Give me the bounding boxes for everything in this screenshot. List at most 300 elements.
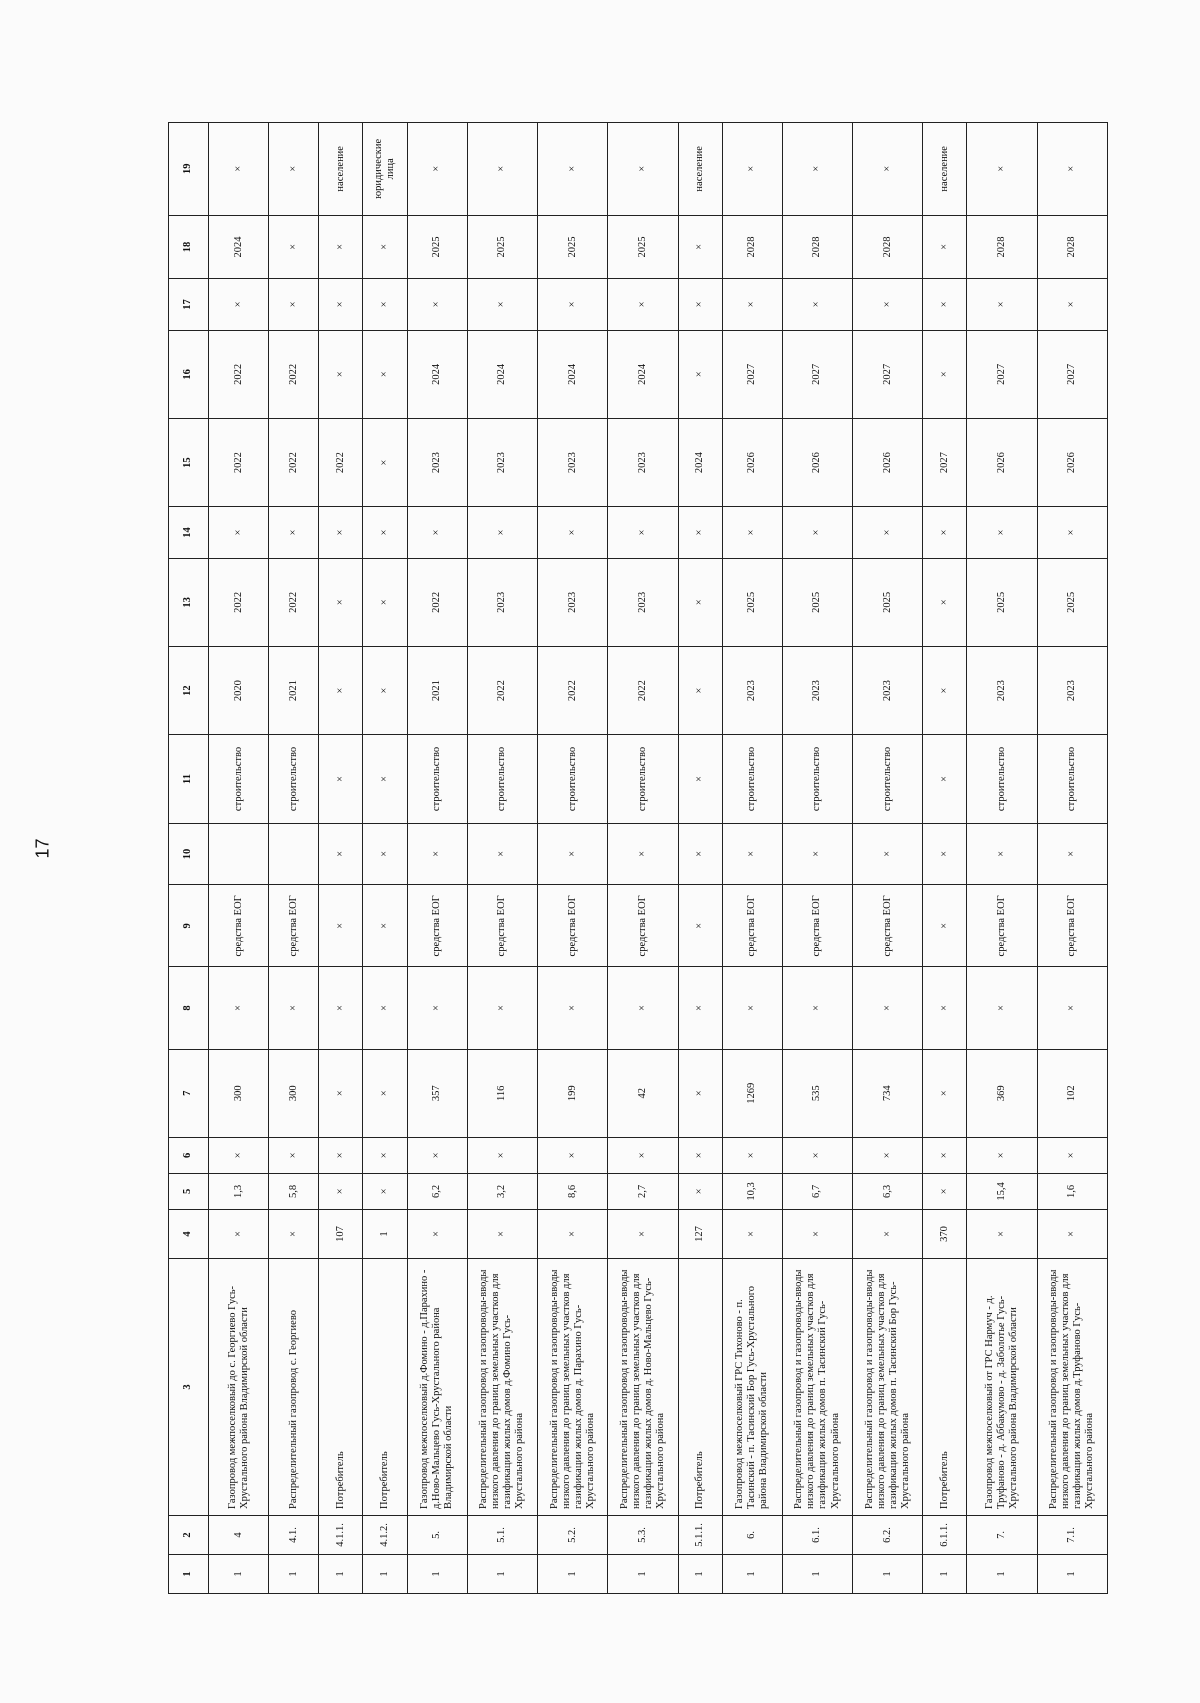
table-cell: × <box>1037 967 1107 1049</box>
table-cell: 2023 <box>467 558 537 646</box>
table-cell: × <box>608 507 678 558</box>
table-cell: × <box>407 1137 467 1173</box>
table-cell: 6.2. <box>853 1515 923 1554</box>
table-cell: 2023 <box>538 418 608 506</box>
table-cell: 5.1. <box>467 1515 537 1554</box>
table-cell: × <box>363 1049 407 1137</box>
table-cell: 6,3 <box>853 1173 923 1209</box>
table-cell: 300 <box>209 1049 269 1137</box>
column-header: 3 <box>169 1259 209 1516</box>
table-cell: 2025 <box>407 215 467 279</box>
table-cell: строительство <box>967 735 1037 823</box>
table-cell: 2021 <box>407 646 467 734</box>
table-cell: 2024 <box>407 330 467 418</box>
column-header: 10 <box>169 823 209 885</box>
table-cell: 1,3 <box>209 1173 269 1209</box>
table-cell: 2022 <box>269 418 319 506</box>
table-cell: 2023 <box>1037 646 1107 734</box>
table-row <box>467 123 537 1594</box>
table-cell: × <box>722 279 782 330</box>
table-cell: × <box>923 507 967 558</box>
table-cell: × <box>923 558 967 646</box>
table-row <box>407 123 467 1594</box>
object-name-cell: Распределительный газопровод и газопроводы-вводы низкого давления до границ земельных участков для газификации жилых домов д. Ново-Мальцево Гусь-Хрустального района <box>608 1259 678 1516</box>
table-cell: 2025 <box>1037 558 1107 646</box>
table-cell: 734 <box>853 1049 923 1137</box>
table-cell: 2025 <box>538 215 608 279</box>
table-cell: строительство <box>467 735 537 823</box>
table-cell: 1 <box>967 1554 1037 1593</box>
table-cell: 2028 <box>967 215 1037 279</box>
header-row <box>169 123 209 1594</box>
column-header: 12 <box>169 646 209 734</box>
table-cell: средства ЕОГ <box>782 885 852 967</box>
table-cell: × <box>363 967 407 1049</box>
column-header: 14 <box>169 507 209 558</box>
table-cell: 2023 <box>967 646 1037 734</box>
table-cell: × <box>853 507 923 558</box>
table-cell: × <box>678 507 722 558</box>
column-header: 17 <box>169 279 209 330</box>
table-cell: × <box>363 215 407 279</box>
rotated-table-wrapper <box>168 122 1108 1594</box>
table-cell: 2028 <box>722 215 782 279</box>
table-cell: строительство <box>1037 735 1107 823</box>
table-cell: 15,4 <box>967 1173 1037 1209</box>
table-cell: 1 <box>363 1209 407 1258</box>
table-cell: 2026 <box>1037 418 1107 506</box>
table-cell: × <box>269 967 319 1049</box>
table-cell: × <box>923 330 967 418</box>
table-cell: 2022 <box>209 330 269 418</box>
table-cell: × <box>782 279 852 330</box>
table-cell: × <box>538 823 608 885</box>
column-header: 11 <box>169 735 209 823</box>
table-cell: 2025 <box>853 558 923 646</box>
table-frame <box>168 122 1108 1594</box>
object-name-cell: Распределительный газопровод с. Георгиево <box>269 1259 319 1516</box>
table-cell: × <box>538 1137 608 1173</box>
table-cell: × <box>407 967 467 1049</box>
table-cell: 2022 <box>209 558 269 646</box>
table-cell: × <box>967 823 1037 885</box>
table-cell: × <box>722 1209 782 1258</box>
object-name-cell: Потребитель <box>319 1259 363 1516</box>
table-cell: × <box>363 735 407 823</box>
table-cell: × <box>923 279 967 330</box>
table-cell: × <box>608 279 678 330</box>
table-cell: × <box>319 330 363 418</box>
table-cell: 1 <box>782 1554 852 1593</box>
table-cell: 2023 <box>608 558 678 646</box>
table-cell: × <box>967 507 1037 558</box>
table-cell: 6. <box>722 1515 782 1554</box>
table-cell: × <box>319 1137 363 1173</box>
table-cell: 6.1. <box>782 1515 852 1554</box>
table-cell: 1 <box>209 1554 269 1593</box>
table-row <box>923 123 967 1594</box>
table-row <box>782 123 852 1594</box>
column-header: 9 <box>169 885 209 967</box>
object-name-cell: Потребитель <box>678 1259 722 1516</box>
table-cell: строительство <box>722 735 782 823</box>
table-cell: × <box>722 967 782 1049</box>
table-cell: 2022 <box>269 558 319 646</box>
table-cell: × <box>363 1173 407 1209</box>
table-cell: × <box>319 885 363 967</box>
table-cell: 1 <box>678 1554 722 1593</box>
table-cell: 102 <box>1037 1049 1107 1137</box>
table-cell: × <box>407 1209 467 1258</box>
table-cell: × <box>1037 1137 1107 1173</box>
column-header: 8 <box>169 967 209 1049</box>
table-cell: × <box>467 507 537 558</box>
column-header: 5 <box>169 1173 209 1209</box>
table-cell: × <box>782 823 852 885</box>
table-cell: 1 <box>363 1554 407 1593</box>
column-header: 16 <box>169 330 209 418</box>
table-cell: 199 <box>538 1049 608 1137</box>
table-row <box>678 123 722 1594</box>
table-cell: 2025 <box>967 558 1037 646</box>
table-cell: × <box>319 507 363 558</box>
table-cell: × <box>1037 507 1107 558</box>
page-number: 17 <box>32 838 53 859</box>
column-header: 1 <box>169 1554 209 1593</box>
table-cell: × <box>407 123 467 216</box>
table-cell: × <box>853 1209 923 1258</box>
table-cell: средства ЕОГ <box>209 885 269 967</box>
table-cell: × <box>467 1209 537 1258</box>
table-cell: × <box>407 507 467 558</box>
table-cell: × <box>923 1049 967 1137</box>
table-cell: × <box>209 123 269 216</box>
table-cell: × <box>923 646 967 734</box>
table-cell: 2027 <box>782 330 852 418</box>
table-cell: × <box>407 279 467 330</box>
table-cell: население <box>678 123 722 216</box>
table-cell: строительство <box>853 735 923 823</box>
table-cell: средства ЕОГ <box>967 885 1037 967</box>
table-row <box>1037 123 1107 1594</box>
table-cell: × <box>319 1173 363 1209</box>
object-name-cell: Распределительный газопровод и газопроводы-вводы низкого давления до границ земельных участков для газификации жилых домов д.Фомино Гусь-Хрустального района <box>467 1259 537 1516</box>
table-row <box>967 123 1037 1594</box>
table-cell: 2022 <box>608 646 678 734</box>
table-cell: средства ЕОГ <box>407 885 467 967</box>
table-cell: 107 <box>319 1209 363 1258</box>
table-cell: 1269 <box>722 1049 782 1137</box>
table-cell: × <box>608 967 678 1049</box>
table-cell: 5.3. <box>608 1515 678 1554</box>
table-cell: × <box>923 1137 967 1173</box>
table-cell: 2024 <box>209 215 269 279</box>
table-cell: × <box>923 1173 967 1209</box>
table-cell: 1,6 <box>1037 1173 1107 1209</box>
table-cell: × <box>678 215 722 279</box>
table-cell: × <box>467 823 537 885</box>
table-row <box>853 123 923 1594</box>
table-cell: 5. <box>407 1515 467 1554</box>
table-cell: 2022 <box>269 330 319 418</box>
table-cell: × <box>967 967 1037 1049</box>
table-cell: 2025 <box>782 558 852 646</box>
table-cell: 2022 <box>538 646 608 734</box>
table-cell: × <box>269 1137 319 1173</box>
table-row <box>319 123 363 1594</box>
table-cell: строительство <box>209 735 269 823</box>
table-cell: 4.1.1. <box>319 1515 363 1554</box>
table-cell: 2023 <box>407 418 467 506</box>
table-cell: × <box>853 823 923 885</box>
table-cell: × <box>678 1137 722 1173</box>
object-name-cell: Газопровод межпоселковый от ГРС Нармуч - д. Труфаново - д. Аббакумово - д. Заболотье Гусь-Хрустального района Владимирской области <box>967 1259 1037 1516</box>
table-cell: × <box>363 279 407 330</box>
table-cell: × <box>678 558 722 646</box>
table-cell: × <box>722 123 782 216</box>
column-header: 15 <box>169 418 209 506</box>
table-cell: × <box>1037 1209 1107 1258</box>
table-cell: × <box>678 967 722 1049</box>
table-cell: × <box>319 1049 363 1137</box>
table-cell: 2027 <box>967 330 1037 418</box>
table-cell: × <box>1037 123 1107 216</box>
table-cell: × <box>967 1137 1037 1173</box>
table-cell: × <box>209 1137 269 1173</box>
table-cell: × <box>678 1173 722 1209</box>
table-cell: × <box>269 507 319 558</box>
table-cell: × <box>209 967 269 1049</box>
table-cell: 2026 <box>722 418 782 506</box>
object-name-cell: Потребитель <box>923 1259 967 1516</box>
table-cell: 2028 <box>1037 215 1107 279</box>
table-cell: × <box>678 646 722 734</box>
table-cell: × <box>967 279 1037 330</box>
table-cell: × <box>608 823 678 885</box>
object-name-cell: Потребитель <box>363 1259 407 1516</box>
table-cell: 2024 <box>678 418 722 506</box>
column-header: 2 <box>169 1515 209 1554</box>
table-cell: × <box>782 507 852 558</box>
table-cell: × <box>467 967 537 1049</box>
table-cell: × <box>678 823 722 885</box>
table-cell: 1 <box>1037 1554 1107 1593</box>
table-cell: × <box>467 1137 537 1173</box>
table-cell: 300 <box>269 1049 319 1137</box>
table-cell: 2025 <box>467 215 537 279</box>
table-cell <box>209 823 269 885</box>
table-cell: × <box>269 1209 319 1258</box>
table-cell: средства ЕОГ <box>1037 885 1107 967</box>
table-cell: 2027 <box>923 418 967 506</box>
table-cell: 2028 <box>853 215 923 279</box>
table-cell: × <box>608 1137 678 1173</box>
table-cell: строительство <box>608 735 678 823</box>
table-cell: × <box>319 967 363 1049</box>
table-cell: 370 <box>923 1209 967 1258</box>
table-cell: 1 <box>467 1554 537 1593</box>
table-cell: 4.1. <box>269 1515 319 1554</box>
table-cell: 2022 <box>407 558 467 646</box>
table-cell: 4.1.2. <box>363 1515 407 1554</box>
object-name-cell: Распределительный газопровод и газопроводы-вводы низкого давления до границ земельных участков для газификации жилых домов д. Парахино Гусь-Хрустального района <box>538 1259 608 1516</box>
table-cell: 357 <box>407 1049 467 1137</box>
table-cell: × <box>1037 279 1107 330</box>
table-cell: 2022 <box>209 418 269 506</box>
table-cell: 2026 <box>967 418 1037 506</box>
table-cell: население <box>923 123 967 216</box>
table-cell: 3,2 <box>467 1173 537 1209</box>
table-cell: 4 <box>209 1515 269 1554</box>
table-cell: 7. <box>967 1515 1037 1554</box>
table-cell: × <box>782 1209 852 1258</box>
table-cell: 2023 <box>782 646 852 734</box>
table-cell: 2023 <box>722 646 782 734</box>
table-cell: × <box>853 1137 923 1173</box>
table-cell: × <box>209 507 269 558</box>
table-cell: строительство <box>538 735 608 823</box>
table-cell: × <box>853 967 923 1049</box>
table-cell: средства ЕОГ <box>608 885 678 967</box>
table-row <box>269 123 319 1594</box>
table-cell: × <box>363 330 407 418</box>
table-cell: 10,3 <box>722 1173 782 1209</box>
object-name-cell: Распределительный газопровод и газопроводы-вводы низкого давления до границ земельных участков для газификации жилых домов д.Труфаново Гусь-Хрустального района <box>1037 1259 1107 1516</box>
table-cell: × <box>363 1137 407 1173</box>
table-cell: 2028 <box>782 215 852 279</box>
column-header: 18 <box>169 215 209 279</box>
table-cell: × <box>209 279 269 330</box>
table-cell: 2020 <box>209 646 269 734</box>
column-header: 6 <box>169 1137 209 1173</box>
table-cell: 2027 <box>1037 330 1107 418</box>
table-cell: 2023 <box>538 558 608 646</box>
table-cell: × <box>363 823 407 885</box>
table-cell: строительство <box>407 735 467 823</box>
table-cell: 2024 <box>608 330 678 418</box>
table-cell: × <box>782 1137 852 1173</box>
table-cell: 2024 <box>538 330 608 418</box>
table-cell: 2023 <box>853 646 923 734</box>
table-cell: × <box>269 215 319 279</box>
table-cell: × <box>538 279 608 330</box>
table-cell: 2023 <box>608 418 678 506</box>
table-cell: × <box>407 823 467 885</box>
table-cell: × <box>923 215 967 279</box>
table-cell: 2023 <box>467 418 537 506</box>
table-cell: × <box>319 646 363 734</box>
table-row <box>722 123 782 1594</box>
table-cell: 8,6 <box>538 1173 608 1209</box>
table-cell: 6.1.1. <box>923 1515 967 1554</box>
table-cell: 2025 <box>608 215 678 279</box>
table-cell: средства ЕОГ <box>269 885 319 967</box>
table-cell: × <box>923 735 967 823</box>
table-cell: × <box>319 735 363 823</box>
table-cell: × <box>923 823 967 885</box>
table-cell: × <box>782 967 852 1049</box>
table-cell: 6,2 <box>407 1173 467 1209</box>
table-cell: × <box>209 1209 269 1258</box>
table-row <box>363 123 407 1594</box>
table-cell: × <box>782 123 852 216</box>
object-name-cell: Распределительный газопровод и газопроводы-вводы низкого давления до границ земельных участков для газификации жилых домов п. Тасинский Гусь-Хрустального района <box>782 1259 852 1516</box>
table-cell: средства ЕОГ <box>722 885 782 967</box>
table-cell: × <box>967 123 1037 216</box>
table-cell: × <box>678 279 722 330</box>
table-cell: юридические лица <box>363 123 407 216</box>
table-cell: средства ЕОГ <box>538 885 608 967</box>
table-cell: 1 <box>722 1554 782 1593</box>
table-cell: 2021 <box>269 646 319 734</box>
object-name-cell: Газопровод межпоселковый ГРС Тихоново - п. Тасинский - п. Тасинский Бор Гусь-Хрустального района Владимирской области <box>722 1259 782 1516</box>
table-cell: × <box>923 967 967 1049</box>
table-cell: средства ЕОГ <box>467 885 537 967</box>
table-cell: 2024 <box>467 330 537 418</box>
table-cell: × <box>363 507 407 558</box>
table-cell: × <box>363 885 407 967</box>
table-cell: строительство <box>269 735 319 823</box>
table-cell: 1 <box>407 1554 467 1593</box>
table-cell: 2027 <box>722 330 782 418</box>
column-header: 19 <box>169 123 209 216</box>
table-cell: × <box>538 507 608 558</box>
table-cell: × <box>608 123 678 216</box>
table-cell: 1 <box>319 1554 363 1593</box>
table-cell: строительство <box>782 735 852 823</box>
column-header: 4 <box>169 1209 209 1258</box>
table-cell: × <box>853 279 923 330</box>
table-cell: × <box>722 823 782 885</box>
table-cell: × <box>722 1137 782 1173</box>
table-cell: 2026 <box>853 418 923 506</box>
table-cell: × <box>319 279 363 330</box>
table-cell: средства ЕОГ <box>853 885 923 967</box>
table-cell: 2026 <box>782 418 852 506</box>
table-cell: население <box>319 123 363 216</box>
table-cell: 1 <box>853 1554 923 1593</box>
table-cell: × <box>538 967 608 1049</box>
table-cell: 5.2. <box>538 1515 608 1554</box>
table-cell: × <box>319 558 363 646</box>
table-cell: 5.1.1. <box>678 1515 722 1554</box>
table-cell: × <box>269 123 319 216</box>
table-cell: × <box>319 215 363 279</box>
table-cell: 1 <box>608 1554 678 1593</box>
table-row <box>538 123 608 1594</box>
table-cell: 127 <box>678 1209 722 1258</box>
table-cell: 369 <box>967 1049 1037 1137</box>
object-name-cell: Распределительный газопровод и газопроводы-вводы низкого давления до границ земельных участков для газификации жилых домов п. Тасинский Бор Гусь-Хрустального района <box>853 1259 923 1516</box>
table-cell: 5,8 <box>269 1173 319 1209</box>
table-cell: × <box>923 885 967 967</box>
table-cell: × <box>967 1209 1037 1258</box>
table-cell: × <box>678 1049 722 1137</box>
column-header: 13 <box>169 558 209 646</box>
table-cell: 535 <box>782 1049 852 1137</box>
table-cell: 1 <box>538 1554 608 1593</box>
table-cell: × <box>1037 823 1107 885</box>
table-cell: × <box>678 885 722 967</box>
column-header: 7 <box>169 1049 209 1137</box>
table-cell: × <box>538 123 608 216</box>
object-name-cell: Газопровод межпоселковый д.Фомино - д.Парахино - д.Ново-Мальцево Гусь-Хрустального района Владимирской области <box>407 1259 467 1516</box>
table-cell <box>269 823 319 885</box>
table-cell: × <box>538 1209 608 1258</box>
table-cell: × <box>608 1209 678 1258</box>
table-cell: × <box>853 123 923 216</box>
table-cell: 2,7 <box>608 1173 678 1209</box>
